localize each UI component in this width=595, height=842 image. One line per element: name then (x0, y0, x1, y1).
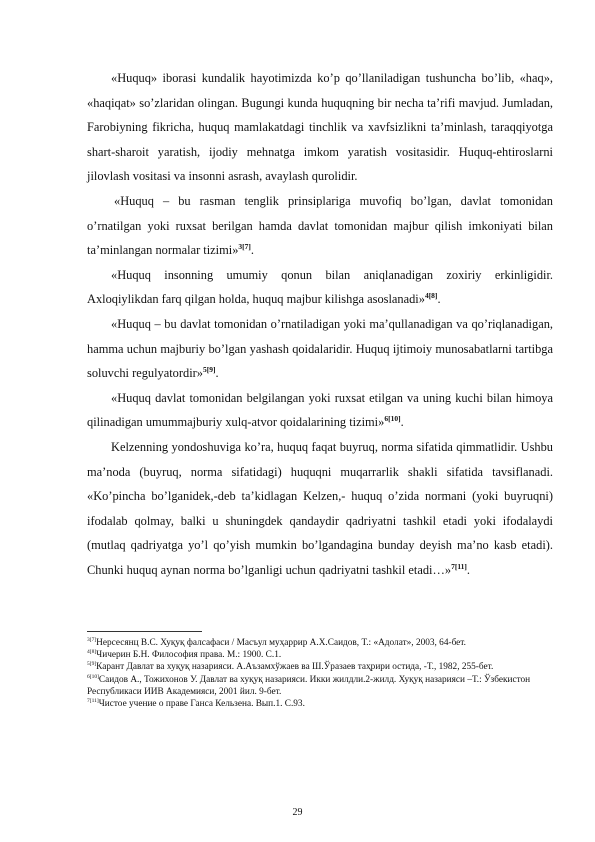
footnote-divider (87, 631, 202, 632)
footnote-ref-11[interactable]: 7[11] (451, 561, 467, 571)
footnotes (87, 631, 557, 710)
footnote-marker: 3[7] (87, 637, 97, 643)
footnote-8 (87, 649, 557, 661)
paragraph-4: «Huquq – bu davlat tomonidan o’rnatiladigan yoki ma’qullanadigan va qo’riqlanadigan, hamma uchun majburiy bo’lgan yashash qoidalaridir. Huquq ijtimoiy munosabatlarni tartibga soluvchi regulyatordir»$^{5[9]}$. (87, 316, 553, 381)
page-number: 29 (292, 807, 303, 818)
footnote-marker: 7[11] (87, 698, 99, 705)
footnote-text: Чичерин Б.Н. Философия права. М.: 1900. С.1. (96, 650, 282, 661)
paragraph-3-text: «Huquq insonning umumiy qonun bilan aniqlanadigan zoxiriy erkinligidir. Axloqiylikdan farq qilgan holda, huquq majbur kilishga asoslanadi» (87, 267, 553, 307)
paragraph-1-text: «Huquq» iborasi kundalik hayotimizda ko’p qo’llaniladigan tushuncha bo’lib, «haq», «haqiqat» so’zlaridan olingan. Bugungi kunda huquqning bir necha ta’rifi mavjud. Jumladan, Farobiyning fikricha, huquq mamlakatdagi tinchlik va xavfsizlikni ta’minlash, taraqqiyotga shart-sharoit yaratish, ijodiy mehnatga imkom yaratish vositasidir. Huquq-ehtiroslarni jilovlash vositasi va insonni asrash, avaylash qurolidir. (87, 71, 553, 184)
paragraph-2-text: «Huquq – bu rasman tenglik prinsiplariga muvofiq bo’lgan, davlat tomonidan o’rnatilgan yoki ruxsat berilgan hamda davlat tomonidan majbur qilish imkoniyati bilan ta’minlangan normalar tizimi» (87, 193, 553, 258)
footnote-text: Чистое учение о праве Ганса Кельзена. Вып.1. С.93. (98, 699, 305, 710)
paragraph-2: «Huquq – bu rasman tenglik prinsiplariga muvofiq bo’lgan, davlat tomonidan o’rnatilgan yoki ruxsat berilgan hamda davlat tomonidan majbur qilish imkoniyati bilan ta’minlangan normalar tizimi»$^{3[7]}$. (87, 193, 553, 258)
footnote-marker: 4[8] (87, 649, 97, 656)
footnote-ref-9[interactable]: 5[9] (202, 365, 216, 375)
paragraph-4-text: «Huquq – bu davlat tomonidan o’rnatiladigan yoki ma’qullanadigan va qo’riqlanadigan, hamma uchun majburiy bo’lgan yashash qoidalaridir. Huquq ijtimoiy munosabatlarni tartibga soluvchi regulyatordir» (87, 316, 553, 381)
footnote-text: Карант Давлат ва хуқуқ назарияси. А.Аъзамхўжаев ва Ш.Ўразаев таҳрири остида, -Т., 1982, 255-бет. (96, 662, 494, 673)
footnote-text: Саидов А., Тожихонов У. Давлат ва хуқуқ назарияси. Икки жилдли.2-жилд. Хуқуқ назарияси –Т.: Ўзбекистон Республикаси ИИВ Академияси, 2001 йил. 9-бет. (87, 674, 531, 697)
paragraph-5-text: «Huquq davlat tomonidan belgilangan yoki ruxsat etilgan va uning kuchi bilan himoya qilinadigan umummajburiy xulq-atvor qoidalarining tizimi» (87, 390, 553, 430)
footnote-text: Нерсесянц В.С. Хуқуқ фалсафаси / Масъул муҳаррир А.Х.Саидов, Т.: «Адолат», 2003, 64-бет. (96, 638, 466, 648)
footnote-ref-7[interactable]: 3[7] (238, 242, 251, 252)
footnote-11 (87, 698, 557, 710)
paragraph-6: Kelzenning yondoshuviga ko’ra, huquq faqat buyruq, norma sifatida qimmatlidir. Ushbu ma’noda (buyruq, norma sifatidagi) huquqni muqarrarlik shakli sifatida tavsiflanadi. «Ko’pincha bo’lganidek,-deb ta’kidlagan Kelzen,- huquq o’zida normani (yoki buyruqni) ifodalab qolmay, balki u shuningdek qandaydir qadriyatni tashkil etadi yoki ifodalaydi (mutlaq qadriyatga yo’l qo’yish mumkin bo’lgandagina bunday deyish ma’no kasb etadi). Chunki huquq aynan norma bo’lganligi uchun qadriyatni tashkil etadi…»$^{7[11]}$. (87, 439, 553, 577)
paragraph-1 (87, 66, 553, 189)
footnote-10 (87, 674, 557, 698)
footnote-marker: 6[10] (87, 673, 99, 680)
footnote-ref-10[interactable]: 6[10] (384, 414, 401, 424)
footnote-7 (87, 637, 557, 649)
footnote-9 (87, 661, 557, 673)
paragraph-3: «Huquq insonning umumiy qonun bilan aniqlanadigan zoxiriy erkinligidir. Axloqiylikdan farq qilgan holda, huquq majbur kilishga asoslanadi»$^{4[8]}$. (87, 267, 553, 307)
footnote-ref-8[interactable]: 4[8] (424, 291, 438, 301)
footnote-marker: 5[9] (87, 661, 97, 668)
paragraph-6-text: Kelzenning yondoshuviga ko’ra, huquq faqat buyruq, norma sifatida qimmatlidir. Ushbu ma’noda (buyruq, norma sifatidagi) huquqni muqarrarlik shakli sifatida tavsiflanadi. «Ko’pincha bo’lganidek,-deb ta’kidlagan Kelzen,- huquq o’zida normani (yoki buyruqni) ifodalab qolmay, balki u shuningdek qandaydir qadriyatni tashkil etadi yoki ifodalaydi (mutlaq qadriyatga yo’l qo’yish mumkin bo’lgandagina bunday deyish ma’no kasb etadi). Chunki huquq aynan norma bo’lganligi uchun qadriyatni tashkil etadi…» (87, 439, 553, 577)
paragraph-5: «Huquq davlat tomonidan belgilangan yoki ruxsat etilgan va uning kuchi bilan himoya qilinadigan umummajburiy xulq-atvor qoidalarining tizimi»$^{6[10]}$. (87, 390, 553, 430)
body-text (87, 66, 553, 582)
